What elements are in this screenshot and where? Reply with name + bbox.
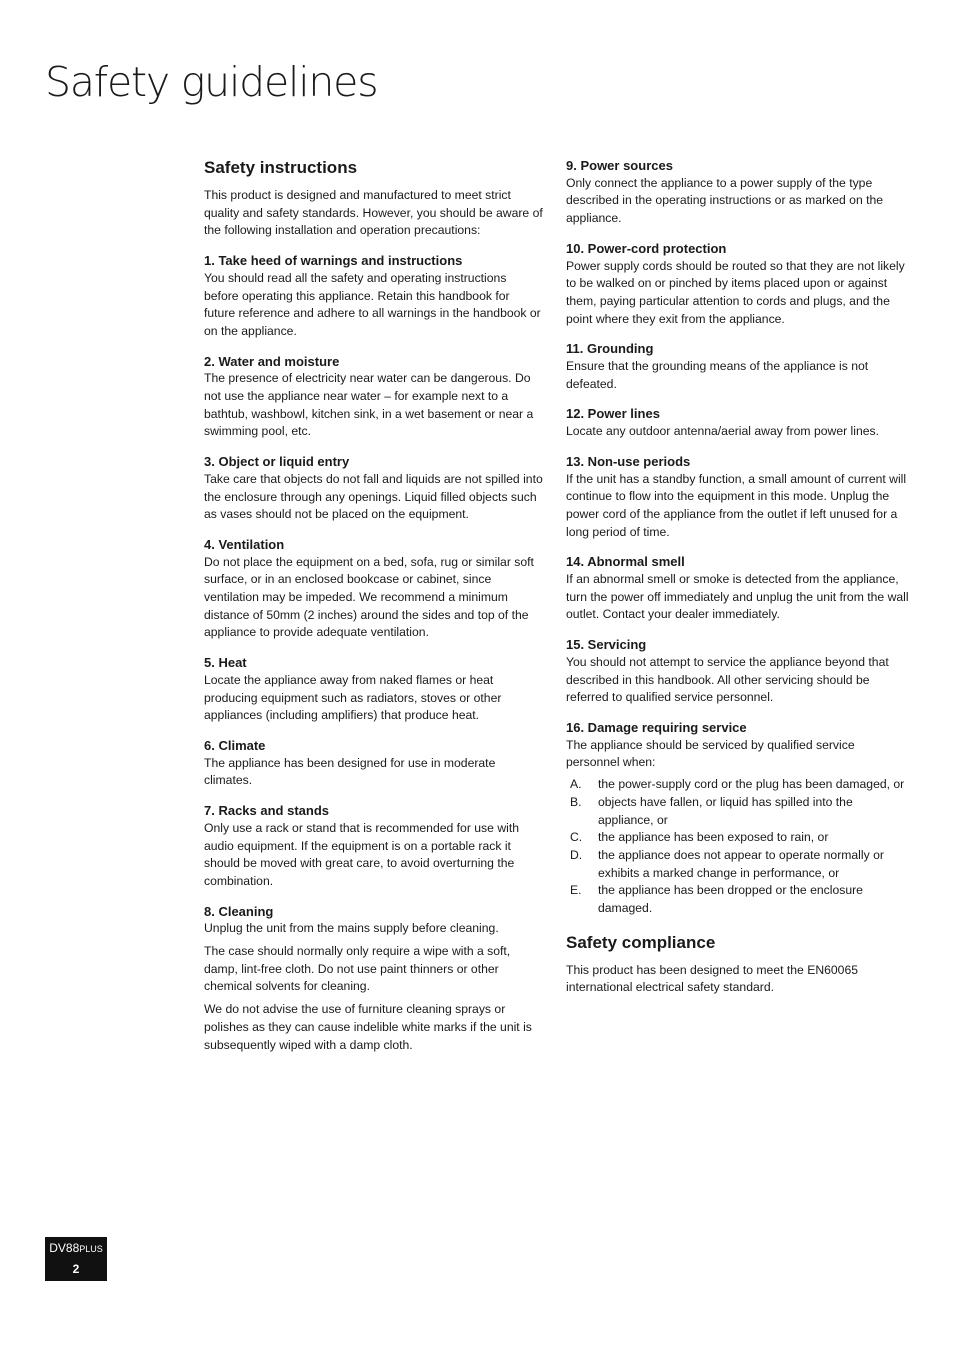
item-heading: 2. Water and moisture	[204, 353, 340, 369]
item-body: Take care that objects do not fall and liquids are not spilled into the enclosure through any openings. Liquid filled objects such as vases should not be placed on the equipment.	[204, 471, 543, 522]
item-body: Power supply cords should be routed so that they are not likely to be walked on or pinched by items placed upon or against them, paying particular attention to cords and plugs, and the point where they exit from the appliance.	[566, 258, 905, 326]
safety-item-8	[204, 903, 544, 1055]
safety-item-1	[204, 252, 544, 341]
item-body: If the unit has a standby function, a small amount of current will continue to flow into the equipment in this mode. Unplug the power cord of the appliance from the outlet if left unused for a long period of time.	[566, 471, 907, 539]
item-body: Only connect the appliance to a power supply of the type described in the operating instructions or as marked on the appliance.	[566, 175, 884, 226]
item-body: If an abnormal smell or smoke is detected from the appliance, turn the power off immediately and unplug the unit from the wall outlet. Contact your dealer immediately.	[566, 572, 909, 622]
list-letter: B.	[570, 794, 582, 809]
safety-instructions-title: Safety instructions	[204, 158, 358, 177]
item-body: The case should normally only require a wipe with a soft, damp, lint-free cloth. Do not use paint thinners or other chemical solvents for cleaning.	[204, 944, 511, 994]
item-body: Locate the appliance away from naked flames or heat producing equipment such as radiators, stoves or other appliances (including amplifiers) that produce heat.	[204, 672, 502, 723]
safety-item-14	[566, 553, 909, 624]
safety-compliance-title: Safety compliance	[566, 932, 716, 952]
safety-item-13	[566, 453, 909, 542]
damage-conditions-list	[566, 776, 909, 918]
safety-item-2	[204, 353, 544, 442]
item-heading: 3. Object or liquid entry	[204, 454, 350, 470]
list-letter: E.	[570, 883, 582, 898]
item-body: We do not advise the use of furniture cleaning sprays or polishes as they can cause indelible white marks if the unit is subsequently wiped with a damp cloth.	[204, 1002, 532, 1052]
item-body: Do not place the equipment on a bed, sofa, rug or similar soft surface, or in an enclosed bookcase or cabinet, since ventilation may be impeded. We recommend a minimum distance of 50mm (2 inches) around the sides and top of the appliance to provide adequate ventilation.	[204, 554, 534, 640]
footer-model	[45, 1237, 107, 1256]
item-heading: 7. Racks and stands	[204, 803, 329, 819]
item-body: The presence of electricity near water can be dangerous. Do not use the appliance near water – for example next to a bathtub, washbowl, kitchen sink, in a wet basement or near a swimming pool, etc.	[204, 371, 534, 439]
safety-item-6	[204, 737, 544, 790]
item-body: Locate any outdoor antenna/aerial away from power lines.	[566, 424, 880, 439]
safety-item-3	[204, 453, 544, 524]
safety-item-12	[566, 405, 909, 440]
list-letter: D.	[570, 847, 583, 862]
safety-item-5	[204, 654, 544, 725]
item-heading: 6. Climate	[204, 737, 266, 753]
list-letter: A.	[570, 777, 582, 792]
page-number: 2	[72, 1262, 80, 1276]
item-heading: 13. Non-use periods	[566, 453, 691, 469]
item-heading: 9. Power sources	[566, 158, 673, 173]
item-body: The appliance should be serviced by qualified service personnel when:	[566, 737, 855, 770]
safety-item-16	[566, 719, 909, 918]
item-heading: 16. Damage requiring service	[566, 719, 747, 735]
model-name: DV88	[49, 1241, 80, 1255]
list-letter: C.	[570, 830, 583, 845]
item-body: You should read all the safety and operating instructions before operating this appliance. Retain this handbook for future reference and adhere to all warnings in the handbook or on the appliance.	[204, 270, 541, 338]
item-heading: 14. Abnormal smell	[566, 554, 685, 570]
model-suffix: PLUS	[79, 1244, 103, 1254]
safety-compliance-body: This product has been designed to meet the EN60065 international electrical safety standard.	[566, 962, 859, 995]
list-text: the power-supply cord or the plug has been damaged, or	[598, 777, 905, 792]
item-heading: 5. Heat	[204, 655, 247, 671]
item-heading: 12. Power lines	[566, 406, 660, 422]
safety-item-10	[566, 240, 909, 329]
safety-item-4	[204, 536, 544, 642]
list-item	[566, 776, 909, 794]
list-item	[566, 847, 909, 882]
list-text: the appliance does not appear to operate normally or exhibits a marked change in performance, or	[598, 847, 884, 880]
safety-instructions-intro: This product is designed and manufactured to meet strict quality and safety standards. However, you should be aware of the following installation and operation precautions:	[204, 188, 543, 238]
left-column	[204, 157, 544, 1066]
safety-item-11	[566, 340, 909, 393]
item-body: Only use a rack or stand that is recommended for use with audio equipment. If the equipment is on a portable rack it should be moved with great care, to avoid overturning the combination.	[204, 820, 519, 888]
list-text: objects have fallen, or liquid has spilled into the appliance, or	[598, 794, 853, 827]
list-item	[566, 829, 909, 847]
safety-item-9	[566, 157, 909, 228]
item-heading: 11. Grounding	[566, 341, 654, 357]
list-text: the appliance has been dropped or the enclosure damaged.	[598, 883, 863, 916]
list-text: the appliance has been exposed to rain, or	[598, 830, 829, 845]
item-heading: 8. Cleaning	[204, 903, 274, 919]
list-item	[566, 794, 909, 829]
safety-item-15	[566, 636, 909, 707]
item-body: Unplug the unit from the mains supply before cleaning.	[204, 921, 499, 936]
item-heading: 1. Take heed of warnings and instructions	[204, 253, 463, 269]
item-body: You should not attempt to service the appliance beyond that described in this handbook. All other servicing should be referred to qualified service personnel.	[566, 654, 889, 705]
item-heading: 15. Servicing	[566, 637, 647, 653]
footer-model-badge	[45, 1237, 107, 1281]
item-body: The appliance has been designed for use in moderate climates.	[204, 755, 496, 788]
item-heading: 10. Power-cord protection	[566, 240, 727, 256]
page-title: Safety guidelines	[45, 58, 378, 106]
item-body: Ensure that the grounding means of the appliance is not defeated.	[566, 359, 869, 391]
safety-item-7	[204, 802, 544, 891]
item-heading: 4. Ventilation	[204, 536, 285, 552]
list-item	[566, 882, 909, 917]
right-column	[566, 157, 909, 1009]
